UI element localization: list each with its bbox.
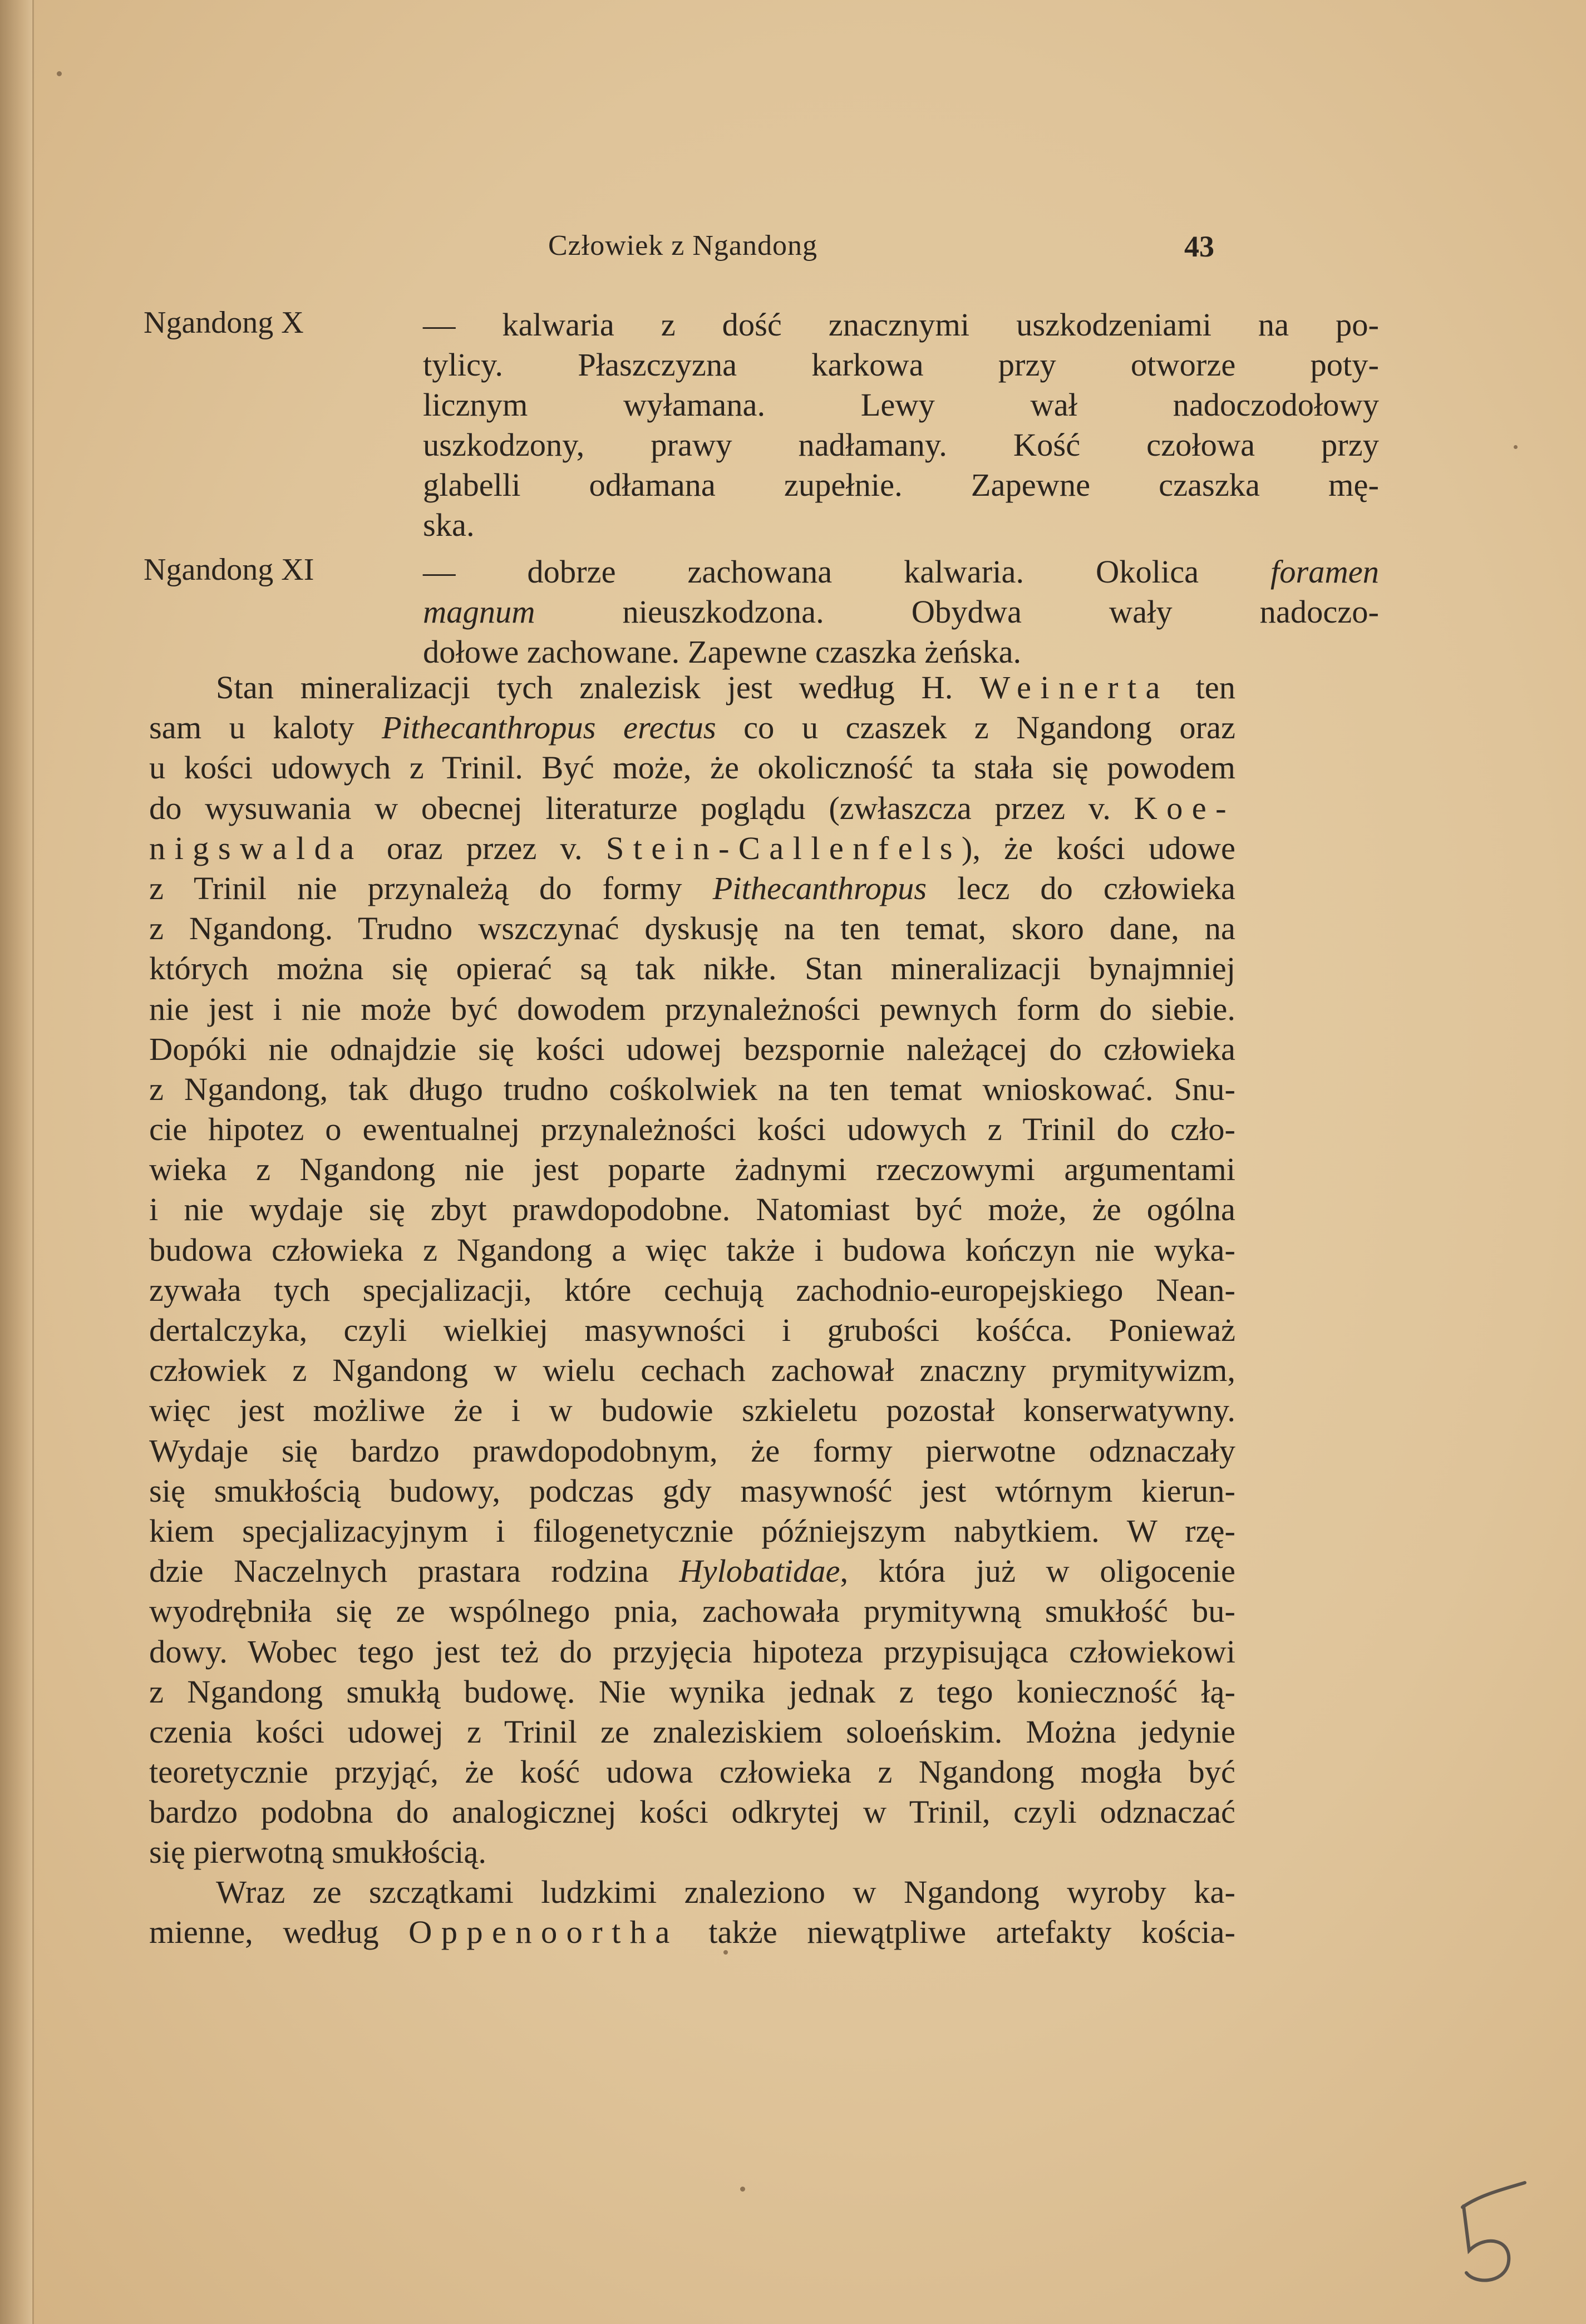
- handwritten-page-mark: [1447, 2173, 1530, 2290]
- text-line: z Trinil nie przynależą do formy Pithecanthropus lecz do człowieka: [149, 870, 1235, 906]
- text-line: człowiek z Ngandong w wielu cechach zachował znaczny prymitywizm,: [149, 1352, 1235, 1389]
- text-line: dowy. Wobec tego jest też do przyjęcia hipoteza przypisująca człowiekowi: [149, 1633, 1235, 1670]
- text-line: kiem specjalizacyjnym i filogenetycznie późniejszym nabytkiem. W rzę-: [149, 1512, 1235, 1549]
- text-line: dzie Naczelnych prastara rodzina Hylobatidae, która już w oligocenie: [149, 1553, 1235, 1590]
- text-line: sam u kaloty Pithecanthropus erectus co u czaszek z Ngandong oraz: [149, 709, 1235, 746]
- text-line: — dobrze zachowana kalwaria. Okolica foramen: [423, 554, 1379, 590]
- text-line: nie jest i nie może być dowodem przynależności pewnych form do siebie.: [149, 990, 1235, 1027]
- text-line: z Ngandong. Trudno wszczynać dyskusję na ten temat, skoro dane, na: [149, 910, 1235, 947]
- handwritten-five-icon: [1447, 2173, 1530, 2290]
- text-line: do wysuwania w obecnej literaturze poglądu (zwłaszcza przez v. Koe-: [149, 790, 1235, 826]
- text-line: budowa człowieka z Ngandong a więc także i budowa kończyn nie wyka-: [149, 1231, 1235, 1268]
- text-line: magnum nieuszkodzona. Obydwa wały nadoczo-: [423, 594, 1379, 630]
- text-line: u kości udowych z Trinil. Być może, że okoliczność ta stała się powodem: [149, 749, 1235, 786]
- text-line: Wraz ze szczątkami ludzkimi znaleziono w Ngandong wyroby ka-: [216, 1874, 1235, 1910]
- text-line: mienne, według Oppenoortha także niewątpliwe artefakty kościa-: [149, 1914, 1235, 1950]
- text-line: Stan mineralizacji tych znalezisk jest według H. Weinerta ten: [216, 669, 1235, 705]
- text-line: licznym wyłamana. Lewy wał nadoczodołowy: [423, 387, 1379, 423]
- text-line: których można się opierać są tak nikłe. Stan mineralizacji bynajmniej: [149, 950, 1235, 987]
- closing-paragraph: [149, 1872, 1235, 1952]
- text-line: Wydaje się bardzo prawdopodobnym, że formy pierwotne odznaczały: [149, 1432, 1235, 1469]
- text-line: zywała tych specjalizacji, które cechują zachodnio-europejskiego Nean-: [149, 1271, 1235, 1308]
- text-line: więc jest możliwe że i w budowie szkieletu pozostał konserwatywny.: [149, 1392, 1235, 1429]
- text-line: się smukłością budowy, podczas gdy masywność jest wtórnym kierun-: [149, 1472, 1235, 1509]
- text-line: tylicy. Płaszczyzna karkowa przy otworze poty-: [423, 347, 1379, 383]
- text-line: bardzo podobna do analogicznej kości odkrytej w Trinil, czyli odznaczać: [149, 1794, 1235, 1830]
- main-paragraph: [149, 668, 1235, 1873]
- text-line: cie hipotez o ewentualnej przynależności kości udowych z Trinil do czło-: [149, 1111, 1235, 1148]
- page-number: 43: [1184, 230, 1214, 263]
- paper-speck: [723, 1950, 728, 1955]
- specimen-label: Ngandong XI: [144, 552, 314, 587]
- text-line: dołowe zachowane. Zapewne czaszka żeńska.: [423, 634, 1022, 670]
- text-line: teoretycznie przyjąć, że kość udowa człowieka z Ngandong mogła być: [149, 1754, 1235, 1790]
- text-line: wyodrębniła się ze wspólnego pnia, zachowała prymitywną smukłość bu-: [149, 1593, 1235, 1630]
- paper-speck: [1514, 445, 1518, 449]
- text-line: się pierwotną smukłością.: [149, 1834, 486, 1871]
- text-line: glabelli odłamana zupełnie. Zapewne czaszka mę-: [423, 467, 1379, 503]
- text-line: — kalwaria z dość znacznymi uszkodzeniami na po-: [423, 307, 1379, 343]
- running-title: Człowiek z Ngandong: [548, 230, 818, 261]
- text-line: i nie wydaje się zbyt prawdopodobne. Natomiast być może, że ogólna: [149, 1191, 1235, 1228]
- specimen-description: [423, 305, 1379, 545]
- text-line: uszkodzony, prawy nadłamany. Kość czołowa przy: [423, 427, 1379, 463]
- text-line: z Ngandong, tak długo trudno cośkolwiek na ten temat wnioskować. Snu-: [149, 1070, 1235, 1107]
- text-line: Dopóki nie odnajdzie się kości udowej bezspornie należącej do człowieka: [149, 1030, 1235, 1067]
- paper-speck: [57, 71, 62, 76]
- text-line: z Ngandong smukłą budowę. Nie wynika jednak z tego konieczność łą-: [149, 1673, 1235, 1710]
- text-line: czenia kości udowej z Trinil ze znaleziskiem soloeńskim. Można jedynie: [149, 1713, 1235, 1750]
- text-line: dertalczyka, czyli wielkiej masywności i grubości kośćca. Ponieważ: [149, 1312, 1235, 1348]
- specimen-description: [423, 552, 1379, 672]
- running-header: [0, 229, 1586, 274]
- text-line: nigswalda oraz przez v. Stein-Callenfels), że kości udowe: [149, 830, 1235, 866]
- text-line: wieka z Ngandong nie jest poparte żadnymi rzeczowymi argumentami: [149, 1151, 1235, 1188]
- text-line: ska.: [423, 507, 475, 543]
- specimen-label: Ngandong X: [144, 305, 304, 340]
- book-spine-gutter: [0, 0, 32, 2324]
- gutter-edge: [32, 0, 34, 2324]
- paper-speck: [740, 2187, 745, 2192]
